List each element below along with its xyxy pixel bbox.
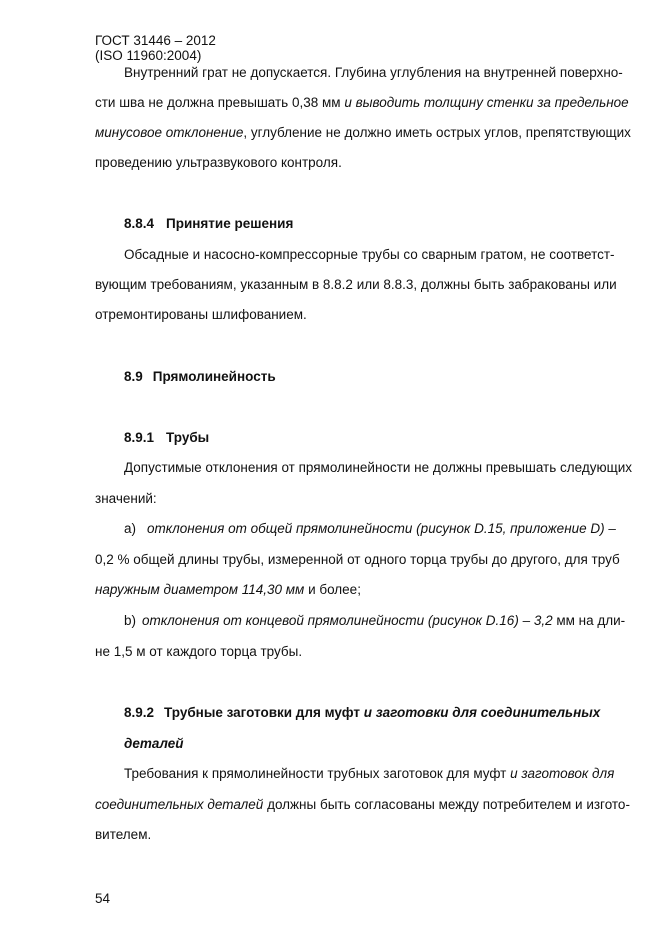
- italic-run: и заготовок для: [510, 766, 615, 781]
- standard-code: ГОСТ 31446 – 2012: [95, 33, 216, 48]
- paragraph-line: [95, 826, 151, 844]
- paragraph-line: [124, 765, 614, 783]
- text-run: Внутренний грат не допускается. Глубина углубления на внутренней поверхно-: [124, 65, 623, 80]
- italic-run: отклонения от концевой прямолинейности (рисунок D.16) – 3,2: [142, 613, 553, 628]
- italic-run: и выводить толщину стенки за предельное: [344, 95, 629, 110]
- text-run: Допустимые отклонения от прямолинейности не должны превышать следующих: [124, 460, 632, 475]
- italic-run: отклонения от общей прямолинейности (рисунок D.15, приложение D) –: [147, 521, 616, 536]
- italic-run: минусовое отклонение: [95, 125, 244, 140]
- text-run: , углубление не должно иметь острых углов, препятствующих: [243, 125, 631, 140]
- page-number: 54: [95, 891, 111, 906]
- paragraph-line: [95, 154, 342, 172]
- paragraph-line: [95, 94, 629, 112]
- section-number: 8.8.4: [124, 216, 155, 231]
- section-title-italic: деталей: [124, 736, 184, 751]
- text-run: Требования к прямолинейности трубных заготовок для муфт: [124, 766, 511, 781]
- paragraph-line: [95, 276, 617, 294]
- section-title-italic: и заготовки для соединительных: [363, 705, 601, 720]
- text-run: сти шва не должна превышать 0,38 мм: [95, 95, 345, 110]
- text-run: проведению ультразвукового контроля.: [95, 155, 342, 170]
- section-number: 8.9: [124, 369, 143, 384]
- list-item-a: [124, 520, 616, 538]
- list-marker: b): [124, 613, 137, 628]
- section-number: 8.9.2: [124, 705, 155, 720]
- section-title-continuation: [124, 735, 184, 753]
- paragraph-line: [95, 551, 620, 569]
- paragraph-line: [95, 581, 361, 599]
- text-run: и более;: [304, 582, 361, 597]
- paragraph-line: [95, 796, 630, 814]
- text-run: отремонтированы шлифованием.: [95, 307, 307, 322]
- paragraph-line: [124, 246, 615, 264]
- text-run: Обсадные и насосно-компрессорные трубы со сварным гратом, не соответст-: [124, 247, 615, 262]
- section-title: Трубные заготовки для муфт: [164, 705, 364, 720]
- section-number: 8.9.1: [124, 430, 155, 445]
- italic-run: соединительных деталей: [95, 797, 264, 812]
- italic-run: наружным диаметром 114,30 мм: [95, 582, 305, 597]
- list-marker: а): [124, 521, 137, 536]
- iso-code: (ISO 11960:2004): [95, 48, 202, 63]
- text-run: должны быть согласованы между потребителем и изгото-: [263, 797, 630, 812]
- text-run: значений:: [95, 491, 157, 506]
- paragraph-line: [95, 306, 307, 324]
- section-title: Прямолинейность: [152, 369, 276, 384]
- paragraph-line: [124, 64, 623, 82]
- list-item-b: [124, 612, 625, 630]
- paragraph-line: [124, 459, 632, 477]
- paragraph-line: [95, 490, 157, 508]
- section-heading-8-8-4: [124, 215, 293, 233]
- section-heading-8-9-1: [124, 429, 209, 447]
- section-heading-8-9-2: [124, 704, 600, 722]
- section-title: Трубы: [166, 430, 210, 445]
- section-title: Принятие решения: [166, 216, 294, 231]
- text-run: 0,2 % общей длины трубы, измеренной от одного торца трубы до другого, для труб: [95, 552, 620, 567]
- section-heading-8-9: [124, 368, 276, 386]
- text-run: вующим требованиям, указанным в 8.8.2 или 8.8.3, должны быть забракованы или: [95, 277, 617, 292]
- text-run: мм на дли-: [552, 613, 626, 628]
- text-run: не 1,5 м от каждого торца трубы.: [95, 644, 303, 659]
- text-run: вителем.: [95, 827, 152, 842]
- paragraph-line: [95, 643, 302, 661]
- paragraph-line: [95, 124, 631, 142]
